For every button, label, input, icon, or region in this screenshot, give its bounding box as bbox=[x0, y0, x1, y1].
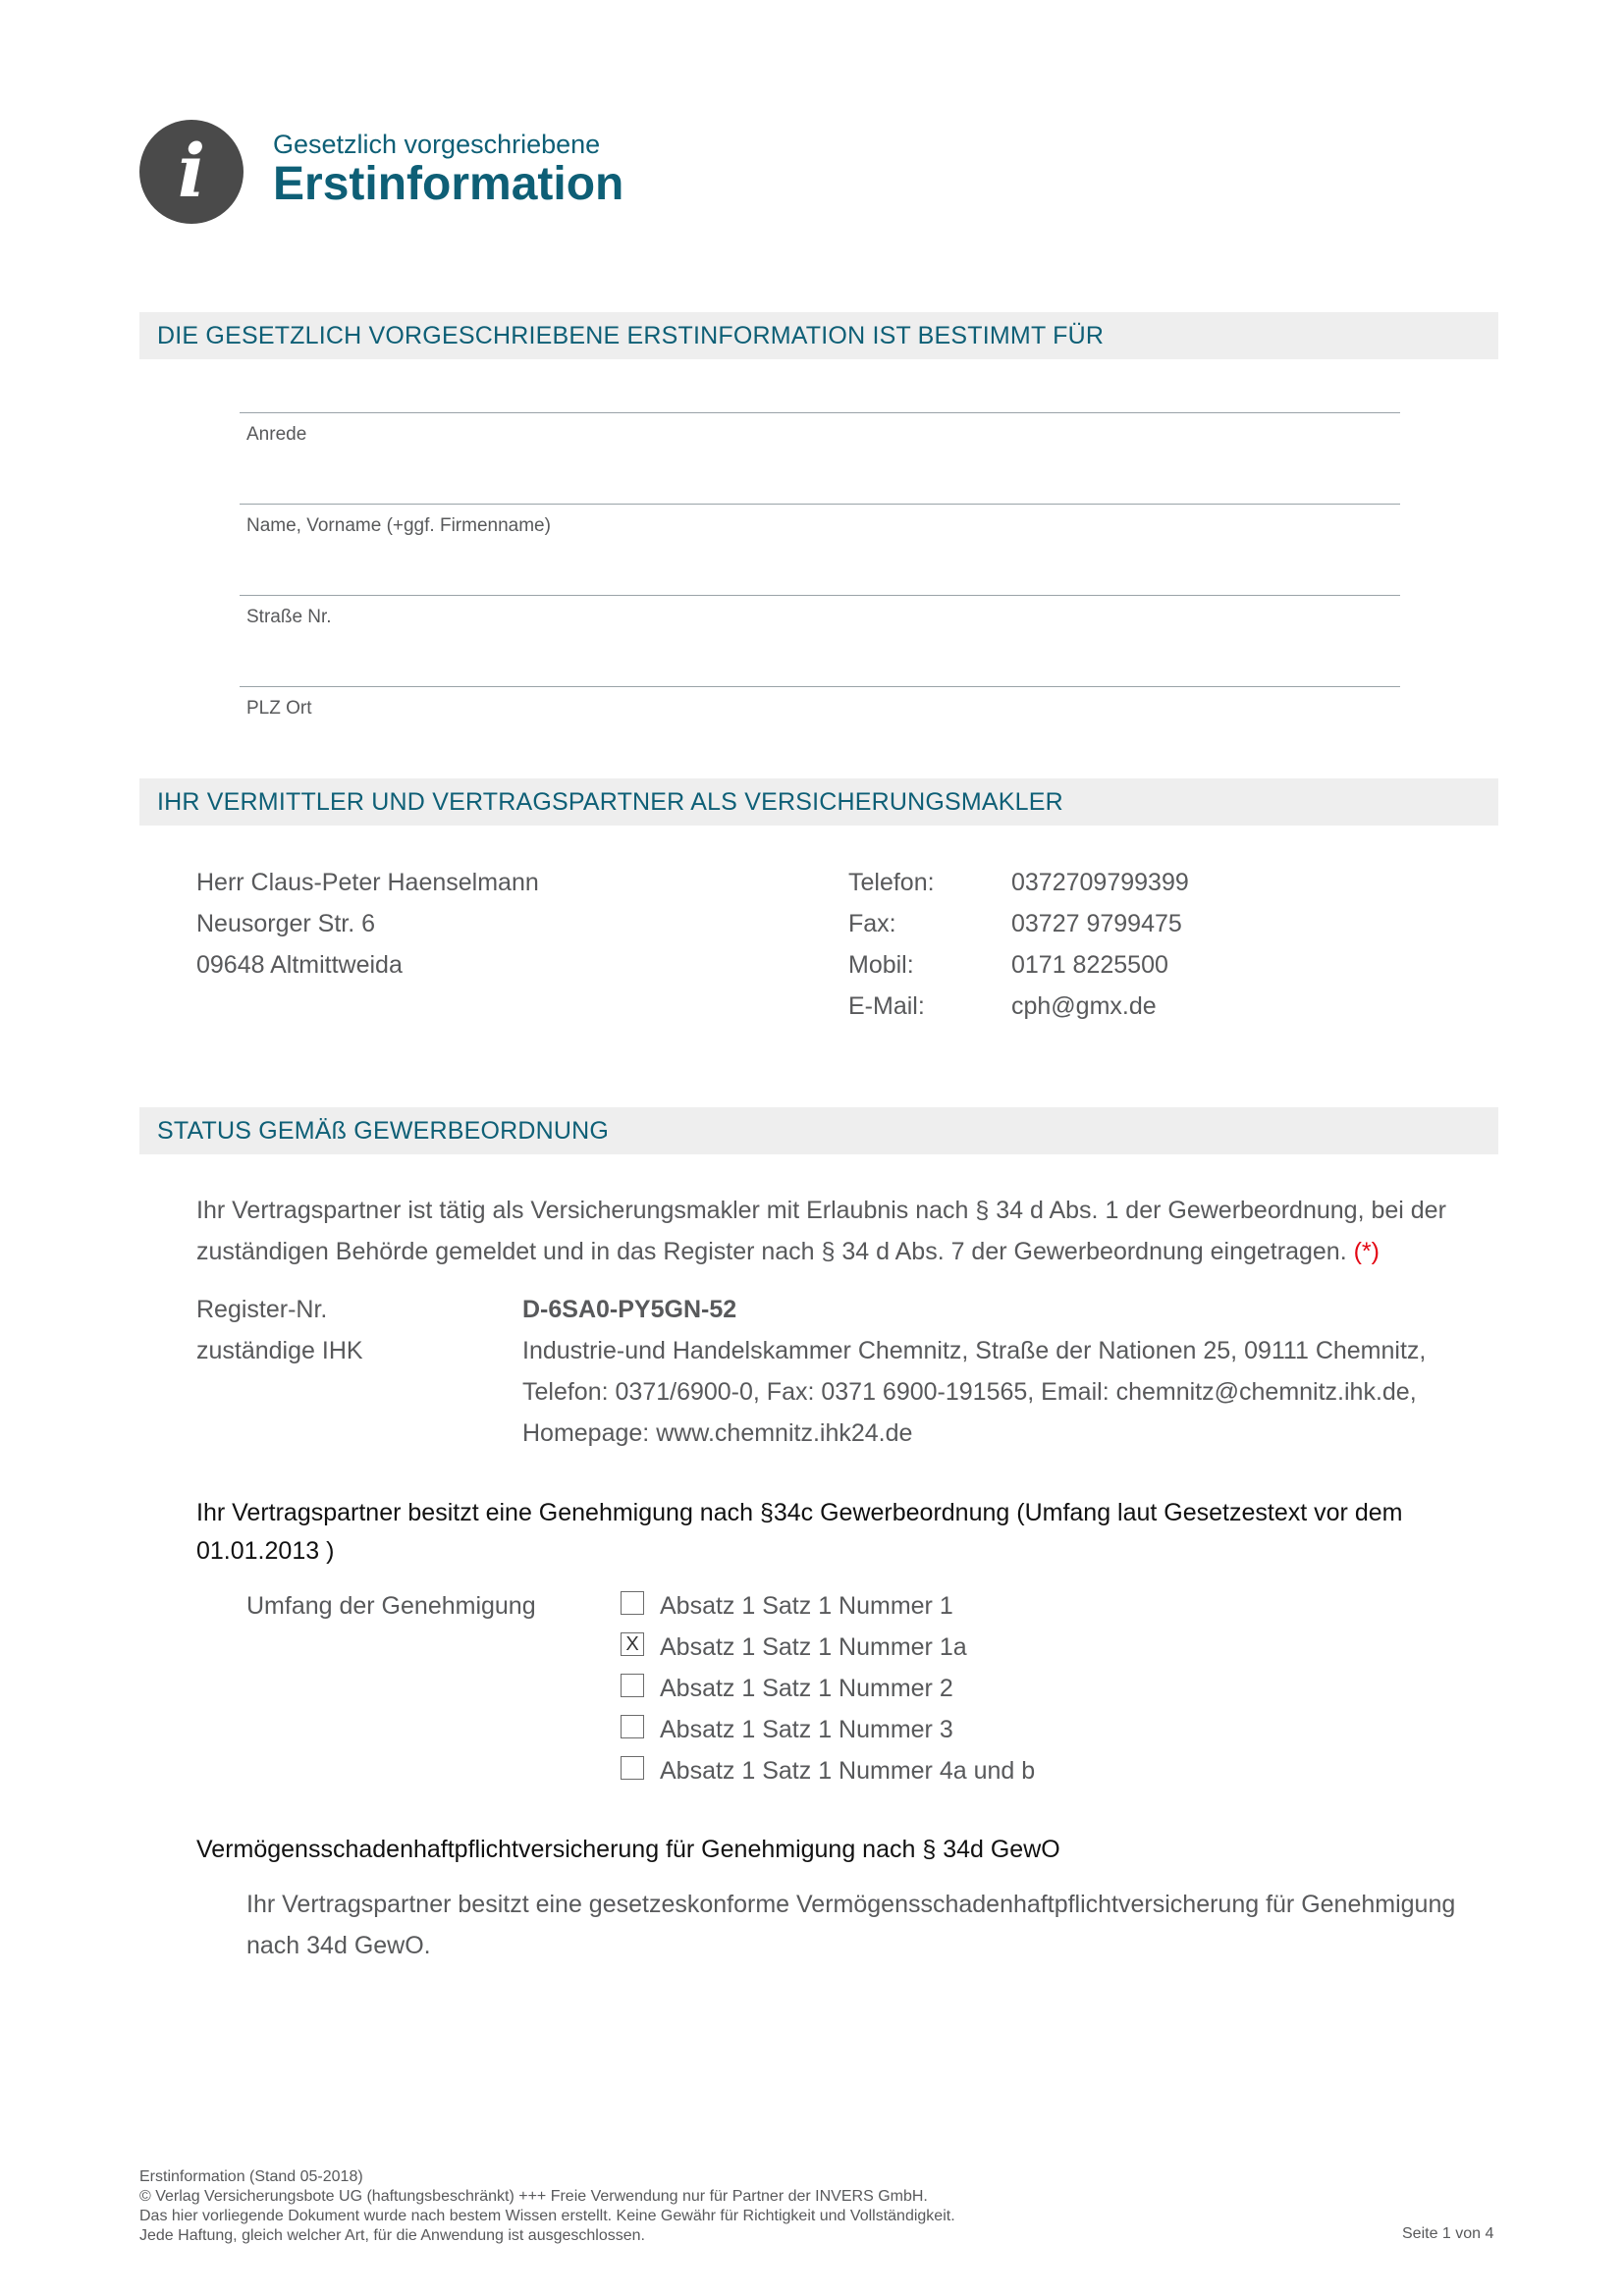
broker-street: Neusorger Str. 6 bbox=[196, 910, 376, 937]
document-subtitle: Gesetzlich vorgeschriebene bbox=[273, 130, 601, 159]
insurance-text-line2: nach 34d GewO. bbox=[246, 1932, 431, 1959]
permission-heading-line2: 01.01.2013 ) bbox=[196, 1537, 335, 1565]
ihk-address-line2: Telefon: 0371/6900-0, Fax: 0371 6900-191565, Email: chemnitz@chemnitz.ihk.de, bbox=[522, 1378, 1417, 1406]
status-intro-text: zuständigen Behörde gemeldet und in das Register nach § 34 d Abs. 7 der Gewerbeordnung eingetragen. bbox=[196, 1238, 1347, 1265]
anrede-field-line[interactable] bbox=[240, 412, 1400, 413]
street-field-label: Straße Nr. bbox=[246, 607, 332, 627]
permission-scope-label: Umfang der Genehmigung bbox=[246, 1592, 536, 1620]
fax-value: 03727 9799475 bbox=[1011, 910, 1182, 937]
status-intro-line2 bbox=[196, 1238, 1380, 1266]
anrede-field-label: Anrede bbox=[246, 424, 307, 445]
insurance-text-line1: Ihr Vertragspartner besitzt eine gesetzeskonforme Vermögensschadenhaftpflichtversicherung für Genehmigung bbox=[246, 1891, 1456, 1918]
city-field-line[interactable] bbox=[240, 686, 1400, 687]
scope-option-label-1a: Absatz 1 Satz 1 Nummer 1a bbox=[660, 1633, 967, 1661]
phone-value: 0372709799399 bbox=[1011, 869, 1189, 896]
footer-text bbox=[139, 2167, 955, 2246]
scope-checkbox-1a[interactable]: X bbox=[621, 1632, 644, 1656]
section-heading-broker: IHR VERMITTLER UND VERTRAGSPARTNER ALS VERSICHERUNGSMAKLER bbox=[139, 778, 1498, 826]
email-value[interactable]: cph@gmx.de bbox=[1011, 992, 1157, 1020]
permission-heading-line1: Ihr Vertragspartner besitzt eine Genehmigung nach §34c Gewerbeordnung (Umfang laut Gesetzestext vor dem bbox=[196, 1499, 1403, 1526]
street-field-line[interactable] bbox=[240, 595, 1400, 596]
ihk-homepage: Homepage: www.chemnitz.ihk24.de bbox=[522, 1419, 913, 1447]
mobile-label: Mobil: bbox=[848, 951, 914, 979]
section-heading-recipient: DIE GESETZLICH VORGESCHRIEBENE ERSTINFORMATION IST BESTIMMT FÜR bbox=[139, 312, 1498, 359]
section-heading-status: STATUS GEMÄß GEWERBEORDNUNG bbox=[139, 1107, 1498, 1154]
name-field-label: Name, Vorname (+ggf. Firmenname) bbox=[246, 515, 551, 536]
scope-option-label-3: Absatz 1 Satz 1 Nummer 3 bbox=[660, 1716, 953, 1743]
footer-line-version: Erstinformation (Stand 05-2018) bbox=[139, 2168, 363, 2185]
page-number: Seite 1 von 4 bbox=[1402, 2225, 1494, 2242]
info-icon: i bbox=[139, 120, 244, 224]
fax-label: Fax: bbox=[848, 910, 896, 937]
scope-checkbox-2[interactable] bbox=[621, 1674, 644, 1697]
scope-option-label-4ab: Absatz 1 Satz 1 Nummer 4a und b bbox=[660, 1757, 1036, 1785]
ihk-address-line1: Industrie-und Handelskammer Chemnitz, Straße der Nationen 25, 09111 Chemnitz, bbox=[522, 1337, 1427, 1364]
ihk-label: zuständige IHK bbox=[196, 1337, 363, 1364]
footer-line-liability: Jede Haftung, gleich welcher Art, für die Anwendung ist ausgeschlossen. bbox=[139, 2227, 645, 2244]
document-title: Erstinformation bbox=[273, 158, 624, 210]
register-label: Register-Nr. bbox=[196, 1296, 328, 1323]
status-note-marker: (*) bbox=[1353, 1238, 1380, 1265]
insurance-heading: Vermögensschadenhaftpflichtversicherung für Genehmigung nach § 34d GewO bbox=[196, 1836, 1060, 1863]
scope-checkbox-1[interactable] bbox=[621, 1591, 644, 1615]
footer-line-disclaimer: Das hier vorliegende Dokument wurde nach bestem Wissen erstellt. Keine Gewähr für Richtigkeit und Vollständigkeit. bbox=[139, 2208, 955, 2224]
broker-city: 09648 Altmittweida bbox=[196, 951, 403, 979]
mobile-value: 0171 8225500 bbox=[1011, 951, 1168, 979]
register-number: D-6SA0-PY5GN-52 bbox=[522, 1296, 737, 1323]
email-label: E-Mail: bbox=[848, 992, 925, 1020]
status-intro-line1: Ihr Vertragspartner ist tätig als Versicherungsmakler mit Erlaubnis nach § 34 d Abs. 1 der Gewerbeordnung, bei der bbox=[196, 1197, 1446, 1224]
scope-checkbox-3[interactable] bbox=[621, 1715, 644, 1738]
scope-option-label-2: Absatz 1 Satz 1 Nummer 2 bbox=[660, 1675, 953, 1702]
footer-line-copyright: © Verlag Versicherungsbote UG (haftungsbeschränkt) +++ Freie Verwendung nur für Partner der INVERS GmbH. bbox=[139, 2188, 928, 2205]
city-field-label: PLZ Ort bbox=[246, 698, 312, 719]
scope-checkbox-4ab[interactable] bbox=[621, 1756, 644, 1780]
scope-option-label-1: Absatz 1 Satz 1 Nummer 1 bbox=[660, 1592, 953, 1620]
name-field-line[interactable] bbox=[240, 504, 1400, 505]
phone-label: Telefon: bbox=[848, 869, 935, 896]
broker-name: Herr Claus-Peter Haenselmann bbox=[196, 869, 539, 896]
